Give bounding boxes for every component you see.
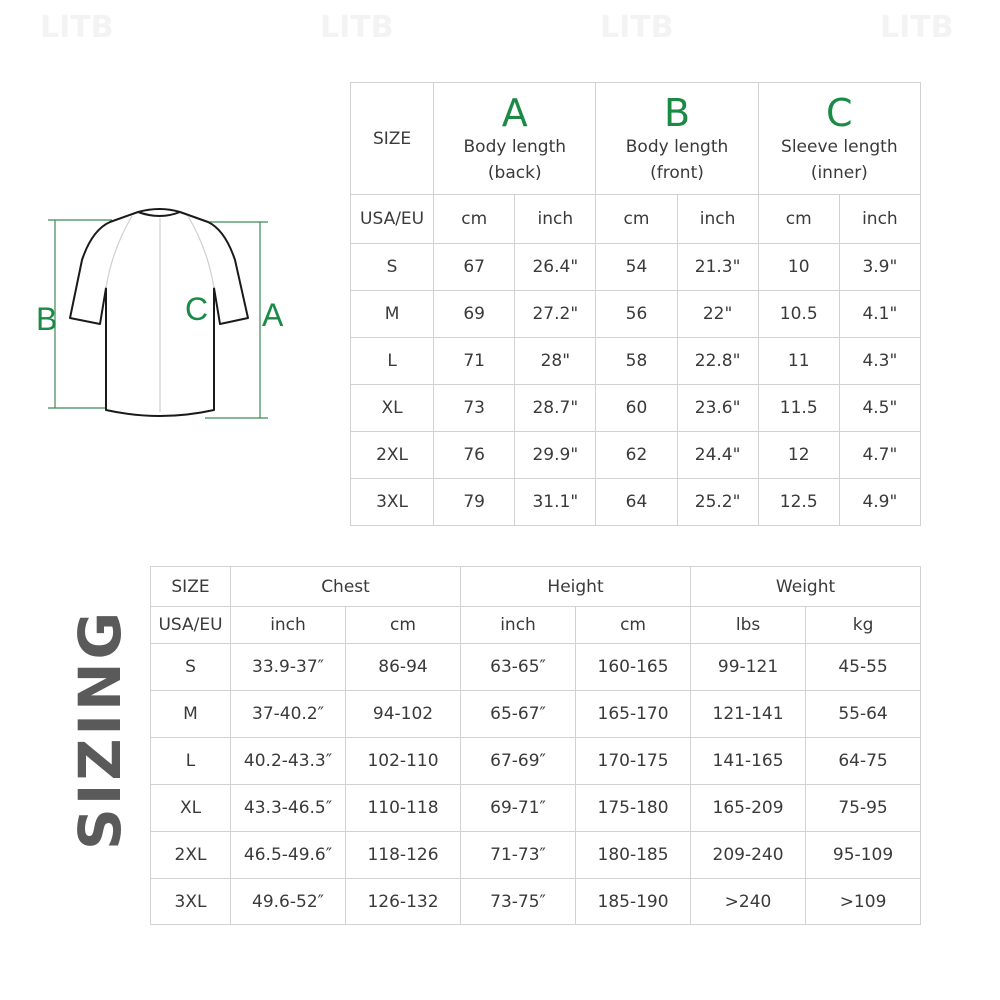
table-row — [151, 879, 921, 925]
size-cell: 2XL — [151, 832, 231, 879]
table-cell: 22" — [677, 291, 758, 338]
unit-cell: cm — [758, 195, 839, 244]
table-cell: 46.5-49.6″ — [231, 832, 346, 879]
table-cell: 180-185 — [576, 832, 691, 879]
column-b-header: B Body length (front) — [596, 83, 758, 195]
table-cell: 24.4" — [677, 432, 758, 479]
height-header: Height — [461, 567, 691, 607]
table-cell: 118-126 — [346, 832, 461, 879]
table-cell: 28" — [515, 338, 596, 385]
unit-cell: USA/EU — [351, 195, 434, 244]
table-row — [151, 785, 921, 832]
table-cell: 165-170 — [576, 691, 691, 738]
body-size-table — [150, 566, 921, 925]
watermark-logo: LITB — [40, 10, 114, 45]
table-cell: 4.9" — [839, 479, 920, 526]
unit-cell: inch — [461, 607, 576, 644]
table-cell: 99-121 — [691, 644, 806, 691]
table-cell: 45-55 — [806, 644, 921, 691]
size-cell: XL — [351, 385, 434, 432]
table-row — [151, 832, 921, 879]
table-row — [351, 432, 921, 479]
table-cell: 12.5 — [758, 479, 839, 526]
table-row — [351, 385, 921, 432]
table-cell: 175-180 — [576, 785, 691, 832]
unit-row — [151, 607, 921, 644]
sizing-title: SIZING — [66, 608, 134, 850]
table-cell: 73 — [434, 385, 515, 432]
group-header-row — [151, 567, 921, 607]
table-row — [151, 738, 921, 785]
label-b: B — [36, 301, 58, 337]
size-header: SIZE — [151, 567, 231, 607]
table-cell: 67-69″ — [461, 738, 576, 785]
unit-cell: inch — [231, 607, 346, 644]
table-cell: 110-118 — [346, 785, 461, 832]
table-cell: 121-141 — [691, 691, 806, 738]
table-cell: 69-71″ — [461, 785, 576, 832]
unit-cell: cm — [346, 607, 461, 644]
table-cell: 95-109 — [806, 832, 921, 879]
table-row — [151, 691, 921, 738]
label-a: A — [262, 297, 284, 333]
table-cell: 58 — [596, 338, 677, 385]
table-cell: 33.9-37″ — [231, 644, 346, 691]
size-cell: M — [351, 291, 434, 338]
table-cell: 165-209 — [691, 785, 806, 832]
table-cell: >240 — [691, 879, 806, 925]
size-cell: 3XL — [151, 879, 231, 925]
table-cell: 126-132 — [346, 879, 461, 925]
table-cell: 55-64 — [806, 691, 921, 738]
table-cell: 76 — [434, 432, 515, 479]
jersey-diagram — [30, 200, 290, 430]
table-cell: 43.3-46.5″ — [231, 785, 346, 832]
table-cell: 60 — [596, 385, 677, 432]
table-cell: 4.1" — [839, 291, 920, 338]
table-cell: 102-110 — [346, 738, 461, 785]
size-cell: S — [351, 244, 434, 291]
table-cell: 29.9" — [515, 432, 596, 479]
table-cell: 170-175 — [576, 738, 691, 785]
table-cell: 71 — [434, 338, 515, 385]
unit-row — [351, 195, 921, 244]
unit-cell: inch — [677, 195, 758, 244]
size-cell: M — [151, 691, 231, 738]
size-cell: L — [351, 338, 434, 385]
unit-cell: kg — [806, 607, 921, 644]
column-a-header: A Body length (back) — [434, 83, 596, 195]
jersey-outline — [70, 209, 248, 416]
unit-cell: USA/EU — [151, 607, 231, 644]
table-cell: 64 — [596, 479, 677, 526]
table-cell: 26.4" — [515, 244, 596, 291]
table-cell: 185-190 — [576, 879, 691, 925]
table-cell: 11 — [758, 338, 839, 385]
column-c-header: C Sleeve length (inner) — [758, 83, 920, 195]
table-cell: 12 — [758, 432, 839, 479]
table-cell: 49.6-52″ — [231, 879, 346, 925]
weight-header: Weight — [691, 567, 921, 607]
table-cell: 27.2" — [515, 291, 596, 338]
label-c: C — [185, 291, 209, 327]
table-cell: 65-67″ — [461, 691, 576, 738]
table-cell: 4.3" — [839, 338, 920, 385]
table-cell: 21.3" — [677, 244, 758, 291]
table-cell: 73-75″ — [461, 879, 576, 925]
table-cell: 11.5 — [758, 385, 839, 432]
table-cell: 63-65″ — [461, 644, 576, 691]
table-cell: 62 — [596, 432, 677, 479]
table-cell: 25.2" — [677, 479, 758, 526]
table-cell: 4.7" — [839, 432, 920, 479]
unit-cell: cm — [576, 607, 691, 644]
table-cell: 4.5" — [839, 385, 920, 432]
size-cell: S — [151, 644, 231, 691]
table-cell: 67 — [434, 244, 515, 291]
unit-cell: lbs — [691, 607, 806, 644]
size-cell: 3XL — [351, 479, 434, 526]
table-cell: 28.7" — [515, 385, 596, 432]
watermark-logo: LITB — [600, 10, 674, 45]
table-cell: 54 — [596, 244, 677, 291]
chest-header: Chest — [231, 567, 461, 607]
table-row — [151, 644, 921, 691]
table-row — [351, 244, 921, 291]
table-cell: 94-102 — [346, 691, 461, 738]
table-cell: 10 — [758, 244, 839, 291]
unit-cell: inch — [839, 195, 920, 244]
watermark-logo: LITB — [320, 10, 394, 45]
table-cell: 69 — [434, 291, 515, 338]
table-cell: 64-75 — [806, 738, 921, 785]
table-row — [351, 479, 921, 526]
table-row — [351, 291, 921, 338]
table-cell: 31.1" — [515, 479, 596, 526]
table-cell: 37-40.2″ — [231, 691, 346, 738]
unit-cell: cm — [434, 195, 515, 244]
size-cell: L — [151, 738, 231, 785]
table-cell: 40.2-43.3″ — [231, 738, 346, 785]
watermark-logo: LITB — [880, 10, 954, 45]
table-cell: 3.9" — [839, 244, 920, 291]
size-cell: XL — [151, 785, 231, 832]
table-cell: >109 — [806, 879, 921, 925]
table-cell: 10.5 — [758, 291, 839, 338]
table-row — [351, 338, 921, 385]
table-cell: 141-165 — [691, 738, 806, 785]
size-cell: 2XL — [351, 432, 434, 479]
garment-size-table — [350, 82, 921, 526]
unit-cell: cm — [596, 195, 677, 244]
table-cell: 71-73″ — [461, 832, 576, 879]
table-cell: 86-94 — [346, 644, 461, 691]
table-cell: 209-240 — [691, 832, 806, 879]
table-cell: 56 — [596, 291, 677, 338]
table-cell: 160-165 — [576, 644, 691, 691]
table-cell: 79 — [434, 479, 515, 526]
table-cell: 75-95 — [806, 785, 921, 832]
size-header: SIZE — [351, 83, 434, 195]
table-cell: 22.8" — [677, 338, 758, 385]
table-cell: 23.6" — [677, 385, 758, 432]
unit-cell: inch — [515, 195, 596, 244]
